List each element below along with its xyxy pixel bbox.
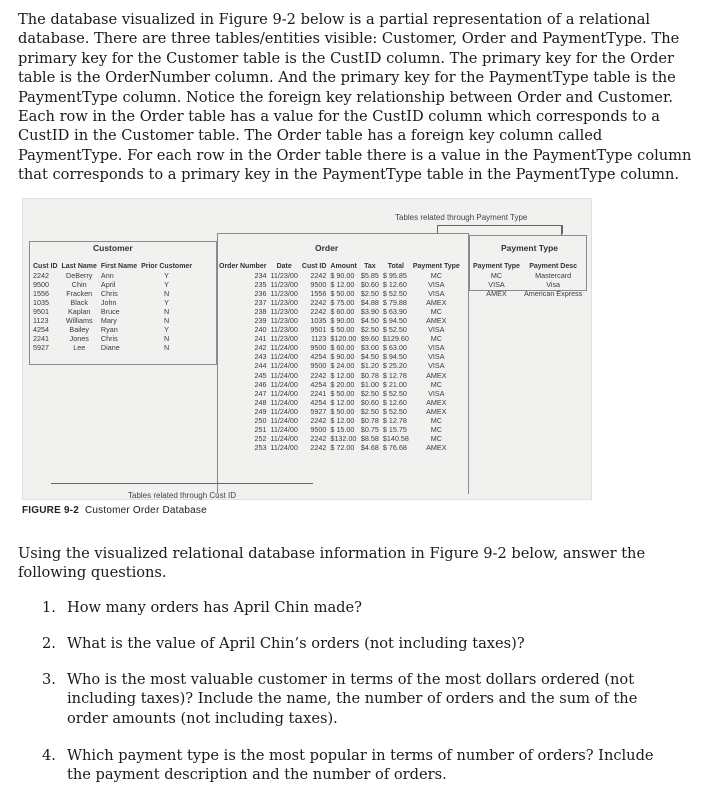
order-cell: 2241 (310, 388, 327, 398)
order-cell: $5.85 (360, 271, 379, 280)
payment-cell: AMEX (486, 289, 507, 299)
customer-cell: Kaplan (68, 307, 91, 317)
customer-cell: Y (164, 325, 169, 335)
order-cell: 11/24/00 (270, 388, 298, 398)
customer-row (31, 280, 194, 289)
payment-row (471, 289, 584, 298)
order-cell: $ 12.00 (330, 280, 355, 290)
order-cell: 11/24/00 (270, 361, 298, 371)
order-table-title: Order (315, 243, 339, 253)
question-number: 1. (42, 599, 56, 616)
order-cell: 11/23/00 (270, 298, 298, 308)
order-cell: $ 63.90 (382, 307, 407, 317)
order-cell: $9.60 (360, 334, 379, 344)
customer-cell: 2241 (33, 334, 49, 344)
payment-table (471, 263, 584, 298)
order-cell: 11/24/00 (270, 352, 298, 362)
order-cell: $ 75.00 (330, 298, 355, 308)
customer-cell: 1556 (33, 289, 49, 299)
customer-cell: Black (70, 298, 88, 308)
customer-cell: April (100, 280, 116, 290)
order-cell: 1556 (310, 289, 327, 299)
order-cell: VISA (428, 325, 445, 335)
order-cell: $1.00 (360, 379, 379, 389)
order-cell: $4.50 (360, 352, 379, 362)
order-cell: $ 52.50 (382, 325, 407, 335)
order-row (217, 325, 462, 334)
order-cell: $0.75 (360, 424, 379, 434)
order-cell: $ 12.78 (382, 370, 407, 380)
order-header-cell: Total (387, 263, 404, 270)
order-cell: $ 24.00 (330, 361, 355, 371)
order-cell: 2242 (310, 271, 327, 280)
customer-cell: Y (164, 298, 169, 308)
order-cell: $132.00 (330, 433, 357, 443)
order-cell: $ 20.00 (330, 379, 355, 389)
order-cell: 240 (254, 325, 267, 335)
order-cell: 1123 (310, 334, 327, 344)
order-cell: 246 (254, 379, 267, 389)
order-cell: 248 (254, 397, 267, 407)
figure-caption-custid-relation: Tables related through Cust ID (128, 491, 237, 500)
customer-row (31, 307, 194, 316)
order-cell: $ 21.00 (382, 379, 407, 389)
order-cell: $ 52.50 (382, 406, 407, 416)
figure-title: Customer Order Database (84, 505, 207, 516)
order-cell: 245 (254, 370, 267, 380)
order-cell: $ 94.50 (382, 352, 407, 362)
customer-cell: Chris (100, 334, 118, 344)
order-cell: $ 15.75 (382, 424, 407, 434)
order-cell: 236 (254, 289, 267, 299)
order-cell: 237 (254, 298, 267, 308)
order-cell: 2242 (310, 433, 327, 443)
order-cell: $4.68 (360, 442, 379, 452)
customer-cell: 9501 (33, 307, 49, 317)
customer-table-header (31, 263, 194, 271)
order-cell: 9501 (310, 325, 327, 335)
order-cell: $ 25.20 (382, 361, 407, 371)
customer-cell: Diane (100, 343, 120, 353)
intro-paragraph: The database visualized in Figure 9-2 below is a partial representation of a relational database. There are three tables/entities visible: Customer, Order and PaymentType. The primary key for the Customer table is the CustID column. The primary key for the Order table is the OrderNumber column. And the primary key for the PaymentType table is the PaymentType column. Notice the foreign key relationship between Order and Customer. Each row in the Order table has a value for the CustID column which corresponds to a CustID in the Customer table. The Order table has a foreign key column called PaymentType. For each row in the Order table there is a value in the PaymentType column that corresponds to a primary key in the PaymentType table in the PaymentType column. (18, 11, 692, 184)
order-cell: $0.60 (360, 397, 379, 407)
order-cell: 11/23/00 (270, 307, 298, 317)
order-cell: $4.50 (360, 316, 379, 326)
question-text: Which payment type is the most popular in terms of number of orders? Include the payment description and the number of orders. (67, 747, 654, 784)
customer-header-cell: Cust ID (33, 263, 58, 270)
order-cell: 9500 (310, 343, 327, 353)
customer-row (31, 316, 194, 325)
order-cell: $ 72.00 (330, 442, 355, 452)
order-cell: 238 (254, 307, 267, 317)
customer-cell: Y (164, 280, 169, 290)
order-cell: 11/23/00 (270, 316, 298, 326)
order-cell: $ 90.00 (330, 316, 355, 326)
customer-cell: Ryan (100, 325, 118, 335)
payment-table-body (471, 271, 584, 298)
customer-header-cell: Last Name (61, 263, 97, 270)
customer-cell: N (163, 334, 170, 344)
order-cell: 242 (254, 343, 267, 353)
customer-cell: Fracken (66, 289, 93, 299)
order-row (217, 271, 462, 280)
question-4 (42, 746, 682, 785)
order-cell: 11/24/00 (270, 370, 298, 380)
order-cell: VISA (428, 289, 445, 299)
order-header-cell: Date (276, 263, 292, 270)
order-cell: $2.50 (360, 325, 379, 335)
customer-cell: 1035 (33, 298, 49, 308)
order-cell: $3.00 (360, 343, 379, 353)
customer-cell: 5927 (33, 343, 49, 353)
order-cell: AMEX (426, 370, 447, 380)
order-cell: $120.00 (330, 334, 357, 344)
customer-row (31, 325, 194, 334)
payment-table-title: Payment Type (501, 243, 559, 253)
question-number: 3. (42, 671, 56, 688)
order-cell: 2242 (310, 307, 327, 317)
order-cell: MC (430, 379, 442, 389)
order-row (217, 352, 462, 361)
customer-cell: DeBerry (66, 271, 93, 280)
figure-caption-payment-relation: Tables related through Payment Type (395, 213, 528, 222)
order-cell: 4254 (310, 397, 327, 407)
customer-table-body (31, 271, 194, 352)
order-cell: 9500 (310, 361, 327, 371)
order-cell: 5927 (310, 406, 327, 416)
customer-row (31, 334, 194, 343)
order-cell: 247 (254, 388, 267, 398)
order-row (217, 343, 462, 352)
customer-row (31, 298, 194, 307)
order-cell: 243 (254, 352, 267, 362)
customer-table-title: Customer (93, 243, 133, 253)
order-cell: 9500 (310, 424, 327, 434)
customer-cell: Jones (69, 334, 89, 344)
order-cell: 11/24/00 (270, 379, 298, 389)
order-cell: VISA (428, 352, 445, 362)
order-row (217, 316, 462, 325)
order-cell: VISA (428, 388, 445, 398)
order-cell: $1.20 (360, 361, 379, 371)
order-cell: MC (430, 433, 442, 443)
order-cell: $ 90.00 (330, 352, 355, 362)
payment-relation-arrow (561, 225, 562, 235)
order-cell: 252 (254, 433, 267, 443)
order-cell: AMEX (426, 406, 447, 416)
order-cell: $ 15.00 (330, 424, 355, 434)
order-cell: 11/23/00 (270, 289, 298, 299)
order-header-cell: Amount (330, 263, 357, 270)
order-cell: AMEX (426, 442, 447, 452)
order-cell: 244 (254, 361, 267, 371)
order-cell: AMEX (426, 316, 447, 326)
customer-cell: N (163, 343, 170, 353)
order-cell: $0.60 (360, 280, 379, 290)
figure-label (22, 505, 207, 516)
payment-row (471, 271, 584, 280)
customer-cell: John (100, 298, 117, 308)
customer-cell: Bruce (100, 307, 120, 317)
order-cell: $ 63.00 (382, 343, 407, 353)
order-cell: $4.88 (360, 298, 379, 308)
order-cell: 11/23/00 (270, 334, 298, 344)
question-text: Who is the most valuable customer in terms of the most dollars ordered (not including taxes)? Include the name, the number of orders and the sum of the order amounts (not including taxes). (67, 671, 638, 727)
order-cell: 253 (254, 442, 267, 452)
payment-cell: American Express (523, 289, 583, 299)
payment-header-cell: Payment Type (473, 263, 520, 270)
order-cell: 2242 (310, 415, 327, 425)
order-cell: MC (430, 415, 442, 425)
order-row (217, 280, 462, 289)
customer-row (31, 289, 194, 298)
order-table-header (217, 263, 462, 271)
order-cell: $8.58 (360, 433, 379, 443)
order-cell: 2242 (310, 298, 327, 308)
order-cell: 4254 (310, 352, 327, 362)
customer-cell: Chin (71, 280, 87, 290)
order-cell: 235 (254, 280, 267, 290)
question-2 (42, 634, 682, 653)
customer-cell: Chris (100, 289, 118, 299)
order-cell: 1035 (310, 316, 327, 326)
customer-cell: Mary (100, 316, 117, 326)
order-cell: VISA (428, 343, 445, 353)
order-cell: 4254 (310, 379, 327, 389)
order-row (217, 334, 462, 343)
order-cell: VISA (428, 361, 445, 371)
order-row (217, 298, 462, 307)
customer-cell: 9500 (33, 280, 49, 290)
order-cell: $ 76.68 (382, 442, 407, 452)
customer-row (31, 271, 194, 280)
order-cell: $ 12.78 (382, 415, 407, 425)
order-cell: $ 12.60 (382, 280, 407, 290)
order-cell: 241 (254, 334, 267, 344)
customer-cell: N (163, 307, 170, 317)
payment-row (471, 280, 584, 289)
order-cell: $ 50.00 (330, 388, 355, 398)
order-cell: $ 90.00 (330, 271, 355, 280)
order-cell: $0.78 (360, 370, 379, 380)
customer-row (31, 343, 194, 352)
order-cell: $2.50 (360, 388, 379, 398)
order-cell: $ 60.00 (330, 307, 355, 317)
order-cell: AMEX (426, 298, 447, 308)
order-row (217, 289, 462, 298)
customer-cell: Bailey (69, 325, 89, 335)
order-cell: $3.90 (360, 307, 379, 317)
payment-cell: MC (490, 271, 503, 280)
order-cell: VISA (428, 280, 445, 290)
order-cell: 11/24/00 (270, 433, 298, 443)
order-cell: 251 (254, 424, 267, 434)
question-text: How many orders has April Chin made? (67, 599, 362, 616)
order-cell: 234 (254, 271, 267, 280)
order-cell: $ 52.50 (382, 289, 407, 299)
customer-cell: Williams (65, 316, 93, 326)
order-cell: $ 52.50 (382, 388, 407, 398)
customer-cell: Lee (73, 343, 86, 353)
order-cell: 11/23/00 (270, 271, 298, 280)
figure-number: FIGURE 9-2 (22, 505, 80, 516)
order-cell: $2.50 (360, 289, 379, 299)
order-cell: 11/24/00 (270, 406, 298, 416)
order-cell: $2.50 (360, 406, 379, 416)
order-cell: $ 94.50 (382, 316, 407, 326)
payment-header-cell: Payment Desc (529, 263, 578, 270)
customer-cell: N (163, 316, 170, 326)
question-number: 4. (42, 747, 56, 764)
question-number: 2. (42, 635, 56, 652)
order-cell: $129.60 (382, 334, 409, 344)
order-cell: $ 50.00 (330, 406, 355, 416)
customer-header-cell: First Name (100, 263, 138, 270)
instructions-paragraph: Using the visualized relational database information in Figure 9-2 below, answer the following questions. (18, 545, 646, 582)
custid-relation-connector (51, 365, 313, 484)
order-cell: 11/23/00 (270, 325, 298, 335)
order-cell: MC (430, 307, 442, 317)
customer-cell: N (163, 289, 170, 299)
figure-customer-order-database (22, 198, 592, 500)
order-cell: $ 50.00 (330, 325, 355, 335)
order-cell: $ 95.85 (382, 271, 407, 280)
payment-cell: Visa (546, 280, 561, 290)
order-cell: MC (430, 424, 442, 434)
customer-cell: 2242 (33, 271, 49, 280)
order-row (217, 307, 462, 316)
order-header-cell: Tax (364, 263, 376, 270)
payment-table-header (471, 263, 584, 271)
order-cell: 11/24/00 (270, 442, 298, 452)
order-cell: 239 (254, 316, 267, 326)
order-cell: $ 12.00 (330, 370, 355, 380)
order-cell: $ 79.88 (382, 298, 407, 308)
payment-cell: VISA (488, 280, 505, 290)
question-3 (42, 670, 682, 728)
order-cell: $ 50.00 (330, 289, 355, 299)
question-1 (42, 598, 682, 617)
order-cell: $ 12.00 (330, 397, 355, 407)
order-cell: $ 12.60 (382, 397, 407, 407)
order-cell: $0.78 (360, 415, 379, 425)
payment-cell: Mastercard (535, 271, 572, 280)
order-cell: 250 (254, 415, 267, 425)
order-cell: 11/24/00 (270, 397, 298, 407)
customer-header-cell: Prior Customer (141, 263, 193, 270)
order-header-cell: Order Number (219, 263, 267, 270)
order-cell: 11/24/00 (270, 424, 298, 434)
order-cell: 9500 (310, 280, 327, 290)
order-cell: MC (430, 271, 442, 280)
customer-cell: Ann (100, 271, 114, 280)
order-cell: 11/23/00 (270, 280, 298, 290)
order-cell: $140.58 (382, 433, 409, 443)
order-cell: 249 (254, 406, 267, 416)
customer-cell: Y (164, 271, 169, 280)
order-cell: $ 60.00 (330, 343, 355, 353)
order-cell: 2242 (310, 370, 327, 380)
order-cell: MC (430, 334, 442, 344)
order-header-cell: Cust ID (301, 263, 327, 270)
order-cell: 2242 (310, 442, 327, 452)
order-cell: AMEX (426, 397, 447, 407)
customer-table (31, 263, 194, 352)
order-cell: $ 12.00 (330, 415, 355, 425)
customer-cell: 4254 (33, 325, 49, 335)
order-header-cell: Payment Type (412, 263, 460, 270)
order-cell: 11/24/00 (270, 415, 298, 425)
order-cell: 11/24/00 (270, 343, 298, 353)
customer-cell: 1123 (33, 316, 49, 326)
question-text: What is the value of April Chin’s orders (not including taxes)? (67, 635, 525, 652)
